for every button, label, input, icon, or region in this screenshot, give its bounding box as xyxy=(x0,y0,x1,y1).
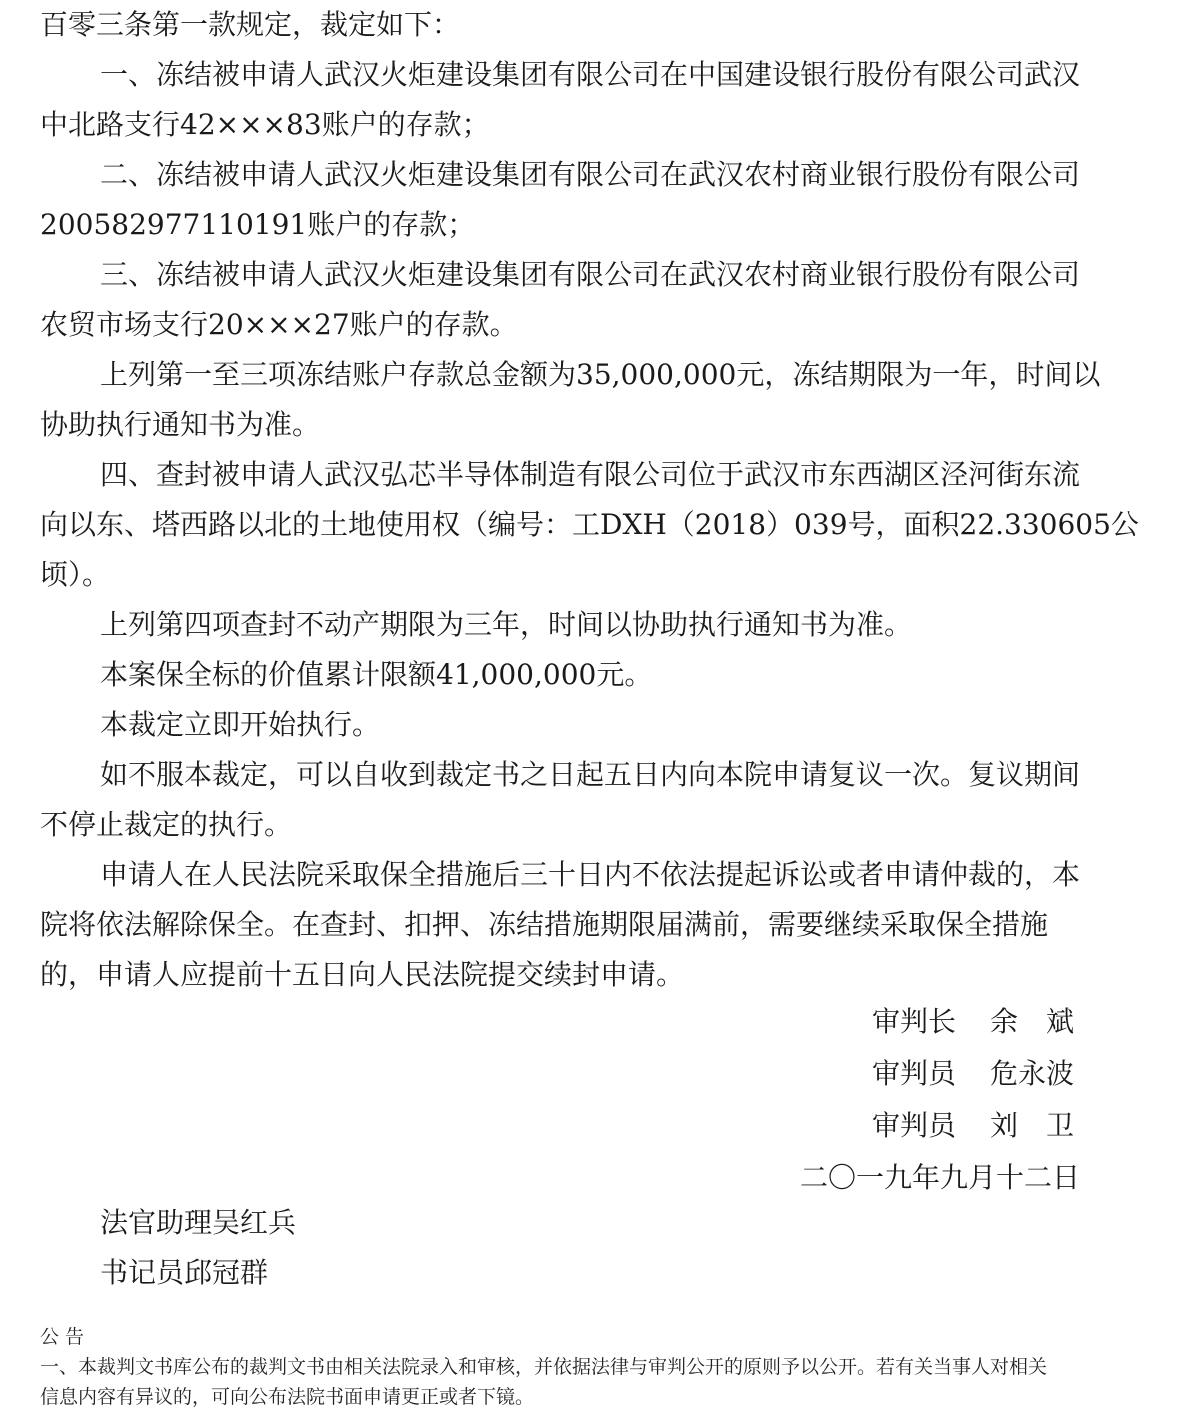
body-line: 二、冻结被申请人武汉火炬建设集团有限公司在武汉农村商业银行股份有限公司 xyxy=(100,158,1081,191)
body-line: 百零三条第一款规定，裁定如下： xyxy=(40,8,461,41)
judgment-body xyxy=(40,0,1150,1000)
body-line: 申请人在人民法院采取保全措施后三十日内不依法提起诉讼或者申请仲裁的，本 xyxy=(100,858,1081,891)
signature-block xyxy=(0,996,1080,1204)
body-line: 顷）。 xyxy=(40,558,111,591)
body-line: 农贸市场支行20×××27账户的存款。 xyxy=(40,308,518,341)
signature-name: 刘 卫 xyxy=(990,1109,1075,1142)
signature-row xyxy=(0,1048,1080,1100)
body-line: 中北路支行42×××83账户的存款； xyxy=(40,108,490,141)
body-line: 向以东、塔西路以北的土地使用权（编号：工DXH（2018）039号，面积22.330605公 xyxy=(40,508,1139,541)
notice-title: 公 告 xyxy=(40,1326,85,1348)
signature-name: 危永波 xyxy=(990,1057,1075,1090)
notice-line: 信息内容有异议的，可向公布法院书面申请更正或者下镜。 xyxy=(40,1386,535,1408)
body-line: 本案保全标的价值累计限额41,000,000元。 xyxy=(100,658,653,691)
signature-row xyxy=(0,996,1080,1048)
judgment-date: 二〇一九年九月十二日 xyxy=(799,1161,1080,1194)
body-line: 一、冻结被申请人武汉火炬建设集团有限公司在中国建设银行股份有限公司武汉 xyxy=(100,58,1081,91)
body-line: 如不服本裁定，可以自收到裁定书之日起五日内向本院申请复议一次。复议期间 xyxy=(100,758,1081,791)
body-line: 三、冻结被申请人武汉火炬建设集团有限公司在武汉农村商业银行股份有限公司 xyxy=(100,258,1081,291)
judgment-date-row xyxy=(0,1152,1080,1204)
body-line: 本裁定立即开始执行。 xyxy=(100,708,381,741)
signature-role: 审判员 xyxy=(872,1057,957,1090)
body-line: 四、查封被申请人武汉弘芯半导体制造有限公司位于武汉市东西湖区泾河街东流 xyxy=(100,458,1081,491)
body-line: 上列第一至三项冻结账户存款总金额为35,000,000元，冻结期限为一年，时间以 xyxy=(100,358,1101,391)
signature-role: 审判员 xyxy=(872,1109,957,1142)
body-line: 协助执行通知书为准。 xyxy=(40,408,321,441)
body-line: 院将依法解除保全。在查封、扣押、冻结措施期限届满前，需要继续采取保全措施 xyxy=(40,908,1049,941)
public-notice xyxy=(40,1322,1160,1412)
signature-name: 余 斌 xyxy=(990,1005,1075,1038)
court-clerk: 书记员邱冠群 xyxy=(100,1256,269,1289)
signature-role: 审判长 xyxy=(872,1005,957,1038)
body-line: 不停止裁定的执行。 xyxy=(40,808,293,841)
body-line: 200582977110191账户的存款； xyxy=(40,208,476,241)
judge-assistant: 法官助理吴红兵 xyxy=(100,1206,297,1239)
signature-row xyxy=(0,1100,1080,1152)
body-line: 上列第四项查封不动产期限为三年，时间以协助执行通知书为准。 xyxy=(100,608,913,641)
body-line: 的，申请人应提前十五日向人民法院提交续封申请。 xyxy=(40,958,685,991)
notice-line: 一、本裁判文书库公布的裁判文书由相关法院录入和审核，并依据法律与审判公开的原则予以公开。若有关当事人对相关 xyxy=(40,1356,1048,1378)
